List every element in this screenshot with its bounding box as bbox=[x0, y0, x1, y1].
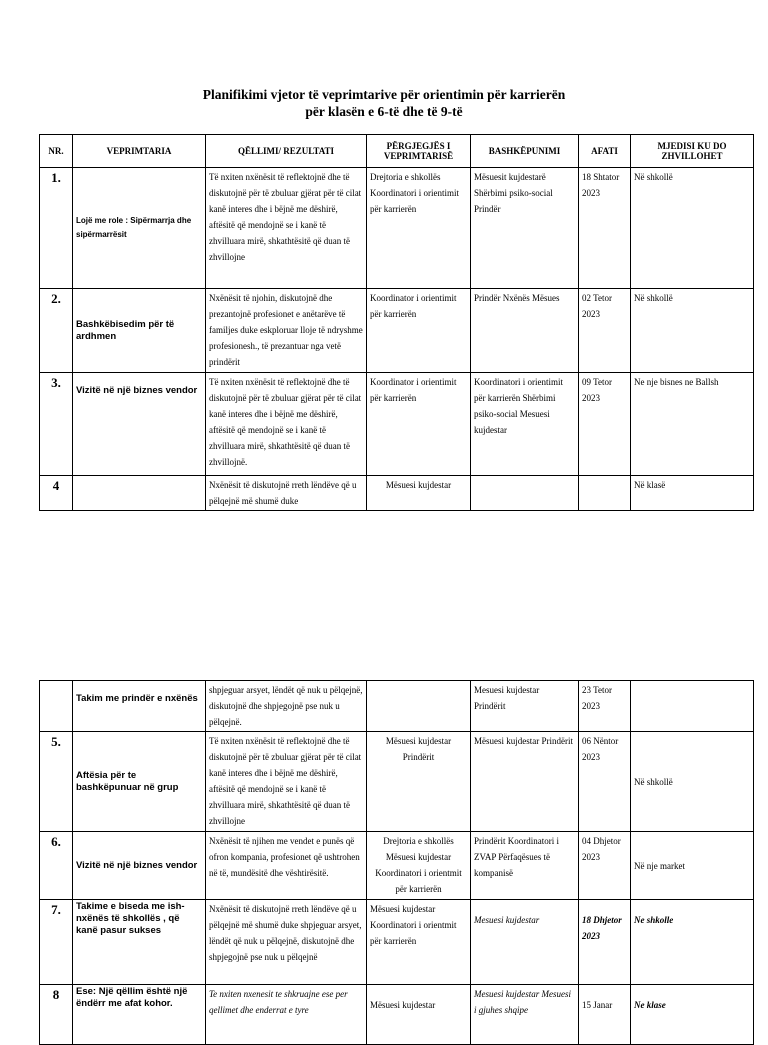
deadline-cell: 23 Tetor 2023 bbox=[579, 681, 631, 732]
title-line-1: Planifikimi vjetor të veprimtarive për orientimin për karrierën bbox=[202, 87, 566, 102]
goal-cell: Nxënësit të njihen me vendet e punës që ofron kompania, profesionet që ushtrohen në të, mundësitë dhe vështirësitë. bbox=[206, 832, 367, 900]
table-row bbox=[40, 373, 754, 476]
activity-cell: Ese: Një qëllim është një ëndërr me afat kohor. bbox=[73, 985, 206, 1045]
activity-table-page-1 bbox=[39, 134, 754, 511]
table-row bbox=[40, 985, 754, 1045]
responsible-cell: Koordinator i orientimit për karrierën bbox=[367, 289, 471, 373]
row-number: 4 bbox=[40, 476, 73, 511]
header-pergjegjes: PËRGJEGJËS I VEPRIMTARISË bbox=[367, 135, 471, 168]
collaboration-cell: Prindërit Koordinatori i ZVAP Përfaqësues të kompanisë bbox=[471, 832, 579, 900]
title-line-2: për klasën e 6-të dhe të 9-të bbox=[305, 104, 463, 119]
collaboration-text: Mesuesi kujdestar Prindërit bbox=[474, 685, 546, 711]
goal-cell: Të nxiten nxënësit të reflektojnë dhe të diskutojnë për të zbuluar gjërat për të cilat kanë interes dhe i bëjnë me dëshirë, aftësitë që mendojnë se i kanë të zhvilluara mirë, shkathtësitë që duan të zhvillojne bbox=[206, 168, 367, 289]
goal-cell: Te nxiten nxenesit te shkruajne ese per qellimet dhe enderrat e tyre bbox=[206, 985, 367, 1045]
activity-cell: Vizitë në një biznes vendor bbox=[73, 832, 206, 900]
collaboration-cell bbox=[471, 476, 579, 511]
venue-cell: Në nje market bbox=[631, 832, 754, 900]
venue-cell: Ne shkolle bbox=[631, 900, 754, 985]
responsible-cell: Mësuesi kujdestar Prindërit bbox=[367, 732, 471, 832]
goal-cell: Nxënësit të njohin, diskutojnë dhe prezantojnë profesionet e anëtarëve të familjes duke eskploruar lloje të ndryshme profesionesh., të prezantuar nga vetë prindërit bbox=[206, 289, 367, 373]
responsible-cell: Drejtoria e shkollës Mësuesi kujdestar Koordinatori i orientmit për karrierën bbox=[367, 832, 471, 900]
responsible-cell: Koordinator i orientimit për karrierën bbox=[367, 373, 471, 476]
row-number: 6. bbox=[40, 832, 73, 900]
activity-cell: Lojë me role : Sipërmarrja dhe sipërmarrësit bbox=[73, 168, 206, 289]
activity-cell: Vizitë në një biznes vendor bbox=[73, 373, 206, 476]
row-number: 8 bbox=[40, 985, 73, 1045]
activity-cell bbox=[73, 476, 206, 511]
row-number: 2. bbox=[40, 289, 73, 373]
responsible-cell: Drejtoria e shkollës Koordinatori i orientimit për karrierën bbox=[367, 168, 471, 289]
venue-cell: Në shkollë bbox=[631, 168, 754, 289]
row-number: 3. bbox=[40, 373, 73, 476]
responsible-cell bbox=[367, 681, 471, 732]
activity-table-page-2 bbox=[39, 680, 754, 1045]
header-veprimtaria: VEPRIMTARIA bbox=[73, 135, 206, 168]
table-row bbox=[40, 832, 754, 900]
deadline-cell: 18 Dhjetor 2023 bbox=[579, 900, 631, 985]
table-row bbox=[40, 732, 754, 832]
deadline-cell: 04 Dhjetor 2023 bbox=[579, 832, 631, 900]
collaboration-cell bbox=[471, 681, 579, 732]
table-header-row bbox=[40, 135, 754, 168]
header-nr: NR. bbox=[40, 135, 73, 168]
activity-cell: Bashkëbisedim për të ardhmen bbox=[73, 289, 206, 373]
collaboration-cell: Mësuesi kujdestar Prindërit bbox=[471, 732, 579, 832]
venue-cell: Në shkollë bbox=[631, 289, 754, 373]
deadline-cell: 18 Shtator 2023 bbox=[579, 168, 631, 289]
document-title bbox=[0, 86, 768, 120]
collaboration-cell: Prindër Nxënës Mësues bbox=[471, 289, 579, 373]
venue-cell bbox=[631, 681, 754, 732]
table-row bbox=[40, 476, 754, 511]
table-row bbox=[40, 681, 754, 732]
venue-cell: Në shkollë bbox=[631, 732, 754, 832]
activity-cell: Aftësia për te bashkëpunuar në grup bbox=[73, 732, 206, 832]
responsible-cell: Mësuesi kujdestar bbox=[367, 985, 471, 1045]
deadline-cell: 06 Nëntor 2023 bbox=[579, 732, 631, 832]
header-mjedisi: MJEDISI KU DO ZHVILLOHET bbox=[631, 135, 754, 168]
venue-cell: Në klasë bbox=[631, 476, 754, 511]
venue-cell: Ne klase bbox=[631, 985, 754, 1045]
collaboration-cell: Mesuesi kujdestar bbox=[471, 900, 579, 985]
row-number: 5. bbox=[40, 732, 73, 832]
deadline-cell: 02 Tetor 2023 bbox=[579, 289, 631, 373]
deadline-cell: 09 Tetor 2023 bbox=[579, 373, 631, 476]
collaboration-cell: Mesuesi kujdestar Mesuesi i gjuhes shqipe bbox=[471, 985, 579, 1045]
row-number: 7. bbox=[40, 900, 73, 985]
table-row bbox=[40, 289, 754, 373]
goal-cell: Të nxiten nxënësit të reflektojnë dhe të diskutojnë për të zbuluar gjërat për të cilat kanë interes dhe i bëjnë me dëshirë, aftësitë që mendojnë se i kanë të zhvilluara mirë, shkathtësitë që duan të zhvillojnë. bbox=[206, 373, 367, 476]
header-afati: AFATI bbox=[579, 135, 631, 168]
deadline-cell: 15 Janar bbox=[579, 985, 631, 1045]
goal-cell: shpjeguar arsyet, lëndët që nuk u pëlqejnë, diskutojnë dhe shpjegojnë pse nuk u pëlqejnë. bbox=[206, 681, 367, 732]
activity-cell: Takime e biseda me ish-nxënës të shkollës , që kanë pasur sukses bbox=[73, 900, 206, 985]
row-number: 1. bbox=[40, 168, 73, 289]
collaboration-cell: Koordinatori i orientimit për karrierën Shërbimi psiko-social Mesuesi kujdestar bbox=[471, 373, 579, 476]
table-row bbox=[40, 168, 754, 289]
goal-cell: Nxënësit të diskutojnë rreth lëndëve që u pëlqejnë më shumë duke shpjeguar arsyet, lëndët që nuk u pëlqejnë, diskutojnë dhe shpjegojnë pse nuk u pëlqejnë bbox=[206, 900, 367, 985]
deadline-cell bbox=[579, 476, 631, 511]
venue-cell: Ne nje bisnes ne Ballsh bbox=[631, 373, 754, 476]
goal-cell: Të nxiten nxënësit të reflektojnë dhe të diskutojnë për të zbuluar gjërat për të cilat kanë interes dhe i bëjnë me dëshirë, aftësitë që mendojnë se i kanë të zhvilluara mirë, shkathtësitë që duan të zhvillojne bbox=[206, 732, 367, 832]
table-row bbox=[40, 900, 754, 985]
responsible-cell: Mësuesi kujdestar bbox=[367, 476, 471, 511]
header-bashkepunimi: BASHKËPUNIMI bbox=[471, 135, 579, 168]
responsible-cell: Mësuesi kujdestar Koordinatori i orientmit për karrierën bbox=[367, 900, 471, 985]
goal-cell: Nxënësit të diskutojnë rreth lëndëve që u pëlqejnë më shumë duke bbox=[206, 476, 367, 511]
activity-cell: Takim me prindër e nxënës bbox=[73, 681, 206, 732]
row-number bbox=[40, 681, 73, 732]
collaboration-cell: Mësuesit kujdestarë Shërbimi psiko-social Prindër bbox=[471, 168, 579, 289]
header-qellimi: QËLLIMI/ REZULTATI bbox=[206, 135, 367, 168]
